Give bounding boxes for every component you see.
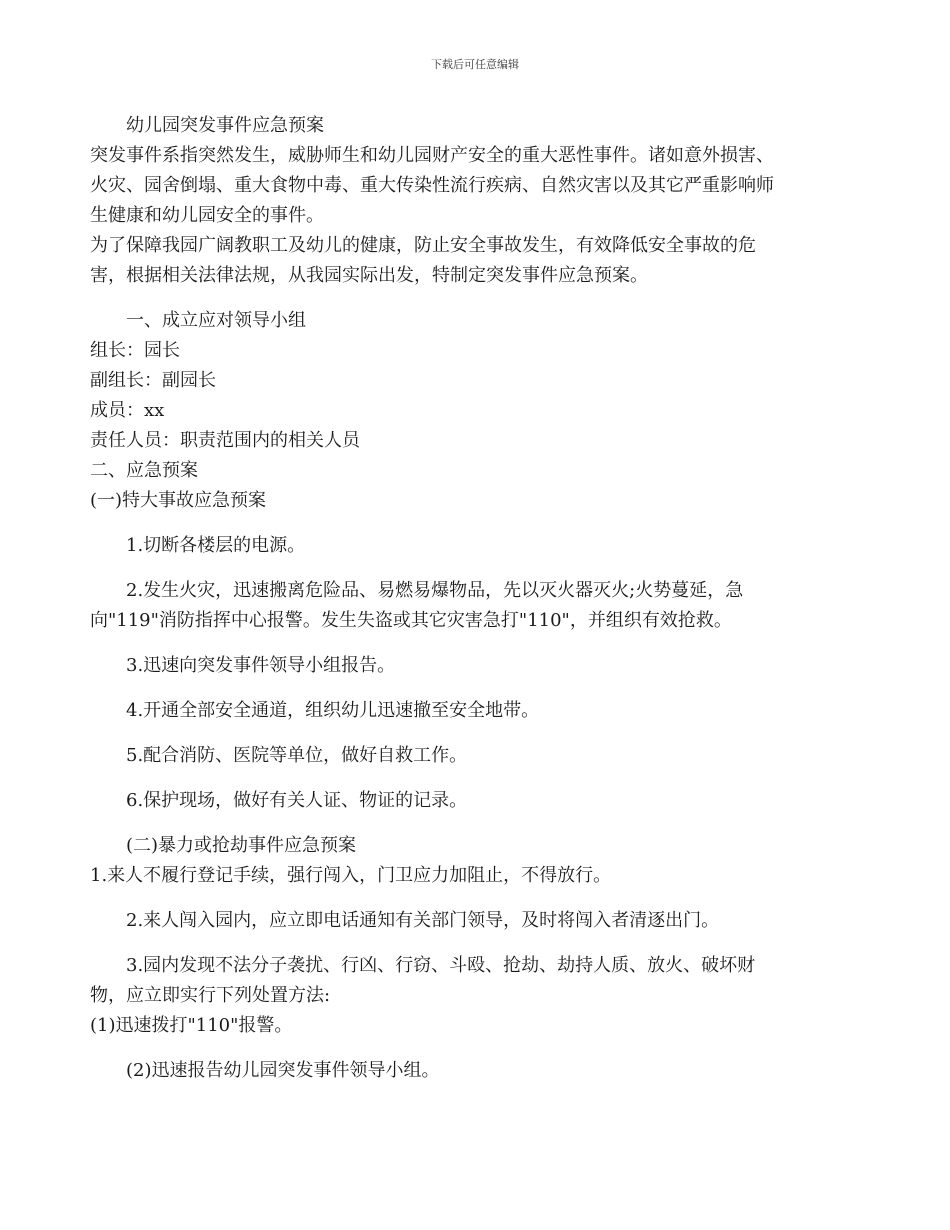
list-item: 1.来人不履行登记手续，强行闯入，门卫应力加阻止，不得放行。 — [90, 865, 612, 886]
paragraph-line: 害，根据相关法律法规，从我园实际出发，特制定突发事件应急预案。 — [90, 265, 648, 286]
page-header: 下载后可任意编辑 — [431, 58, 519, 71]
list-item: 4.开通全部安全通道，组织幼儿迅速撤至安全地带。 — [126, 700, 540, 721]
paragraph-line: 组长：园长 — [90, 340, 180, 361]
paragraph-line: 成员：xx — [90, 400, 165, 421]
list-item: (2)迅速报告幼儿园突发事件领导小组。 — [126, 1060, 440, 1081]
subsection-heading: (二)暴力或抢劫事件应急预案 — [126, 835, 357, 856]
paragraph-line: 责任人员：职责范围内的相关人员 — [90, 430, 360, 451]
section-heading: 二、应急预案 — [90, 460, 198, 481]
list-item: 1.切断各楼层的电源。 — [126, 535, 306, 556]
paragraph-line: 为了保障我园广阔教职工及幼儿的健康，防止安全事故发生，有效降低安全事故的危 — [90, 235, 756, 256]
list-item: 5.配合消防、医院等单位，做好自救工作。 — [126, 745, 468, 766]
paragraph-line: 火灾、园舍倒塌、重大食物中毒、重大传染性流行疾病、自然灾害以及其它严重影响师 — [90, 175, 774, 196]
list-item: 3.迅速向突发事件领导小组报告。 — [126, 655, 396, 676]
list-item: 3.园内发现不法分子袭扰、行凶、行窃、斗殴、抢劫、劫持人质、放火、破坏财 — [126, 955, 756, 976]
list-item-continued: 物，应立即实行下列处置方法: — [90, 985, 331, 1006]
list-item-continued: 向"119"消防指挥中心报警。发生失盗或其它灾害急打"110"，并组织有效抢救。 — [90, 610, 732, 631]
subsection-heading: (一)特大事故应急预案 — [90, 490, 267, 511]
section-heading: 一、成立应对领导小组 — [126, 310, 306, 331]
paragraph-line: 副组长：副园长 — [90, 370, 216, 391]
paragraph-line: 突发事件系指突然发生，威胁师生和幼儿园财产安全的重大恶性事件。诸如意外损害、 — [90, 145, 774, 166]
list-item: 2.发生火灾，迅速搬离危险品、易燃易爆物品，先以灭火器灭火;火势蔓延，急 — [126, 580, 744, 601]
list-item: (1)迅速拨打"110"报警。 — [90, 1015, 293, 1036]
document-title: 幼儿园突发事件应急预案 — [126, 115, 324, 136]
list-item: 2.来人闯入园内，应立即电话通知有关部门领导，及时将闯入者清逐出门。 — [126, 910, 720, 931]
paragraph-line: 生健康和幼儿园安全的事件。 — [90, 205, 324, 226]
list-item: 6.保护现场，做好有关人证、物证的记录。 — [126, 790, 468, 811]
